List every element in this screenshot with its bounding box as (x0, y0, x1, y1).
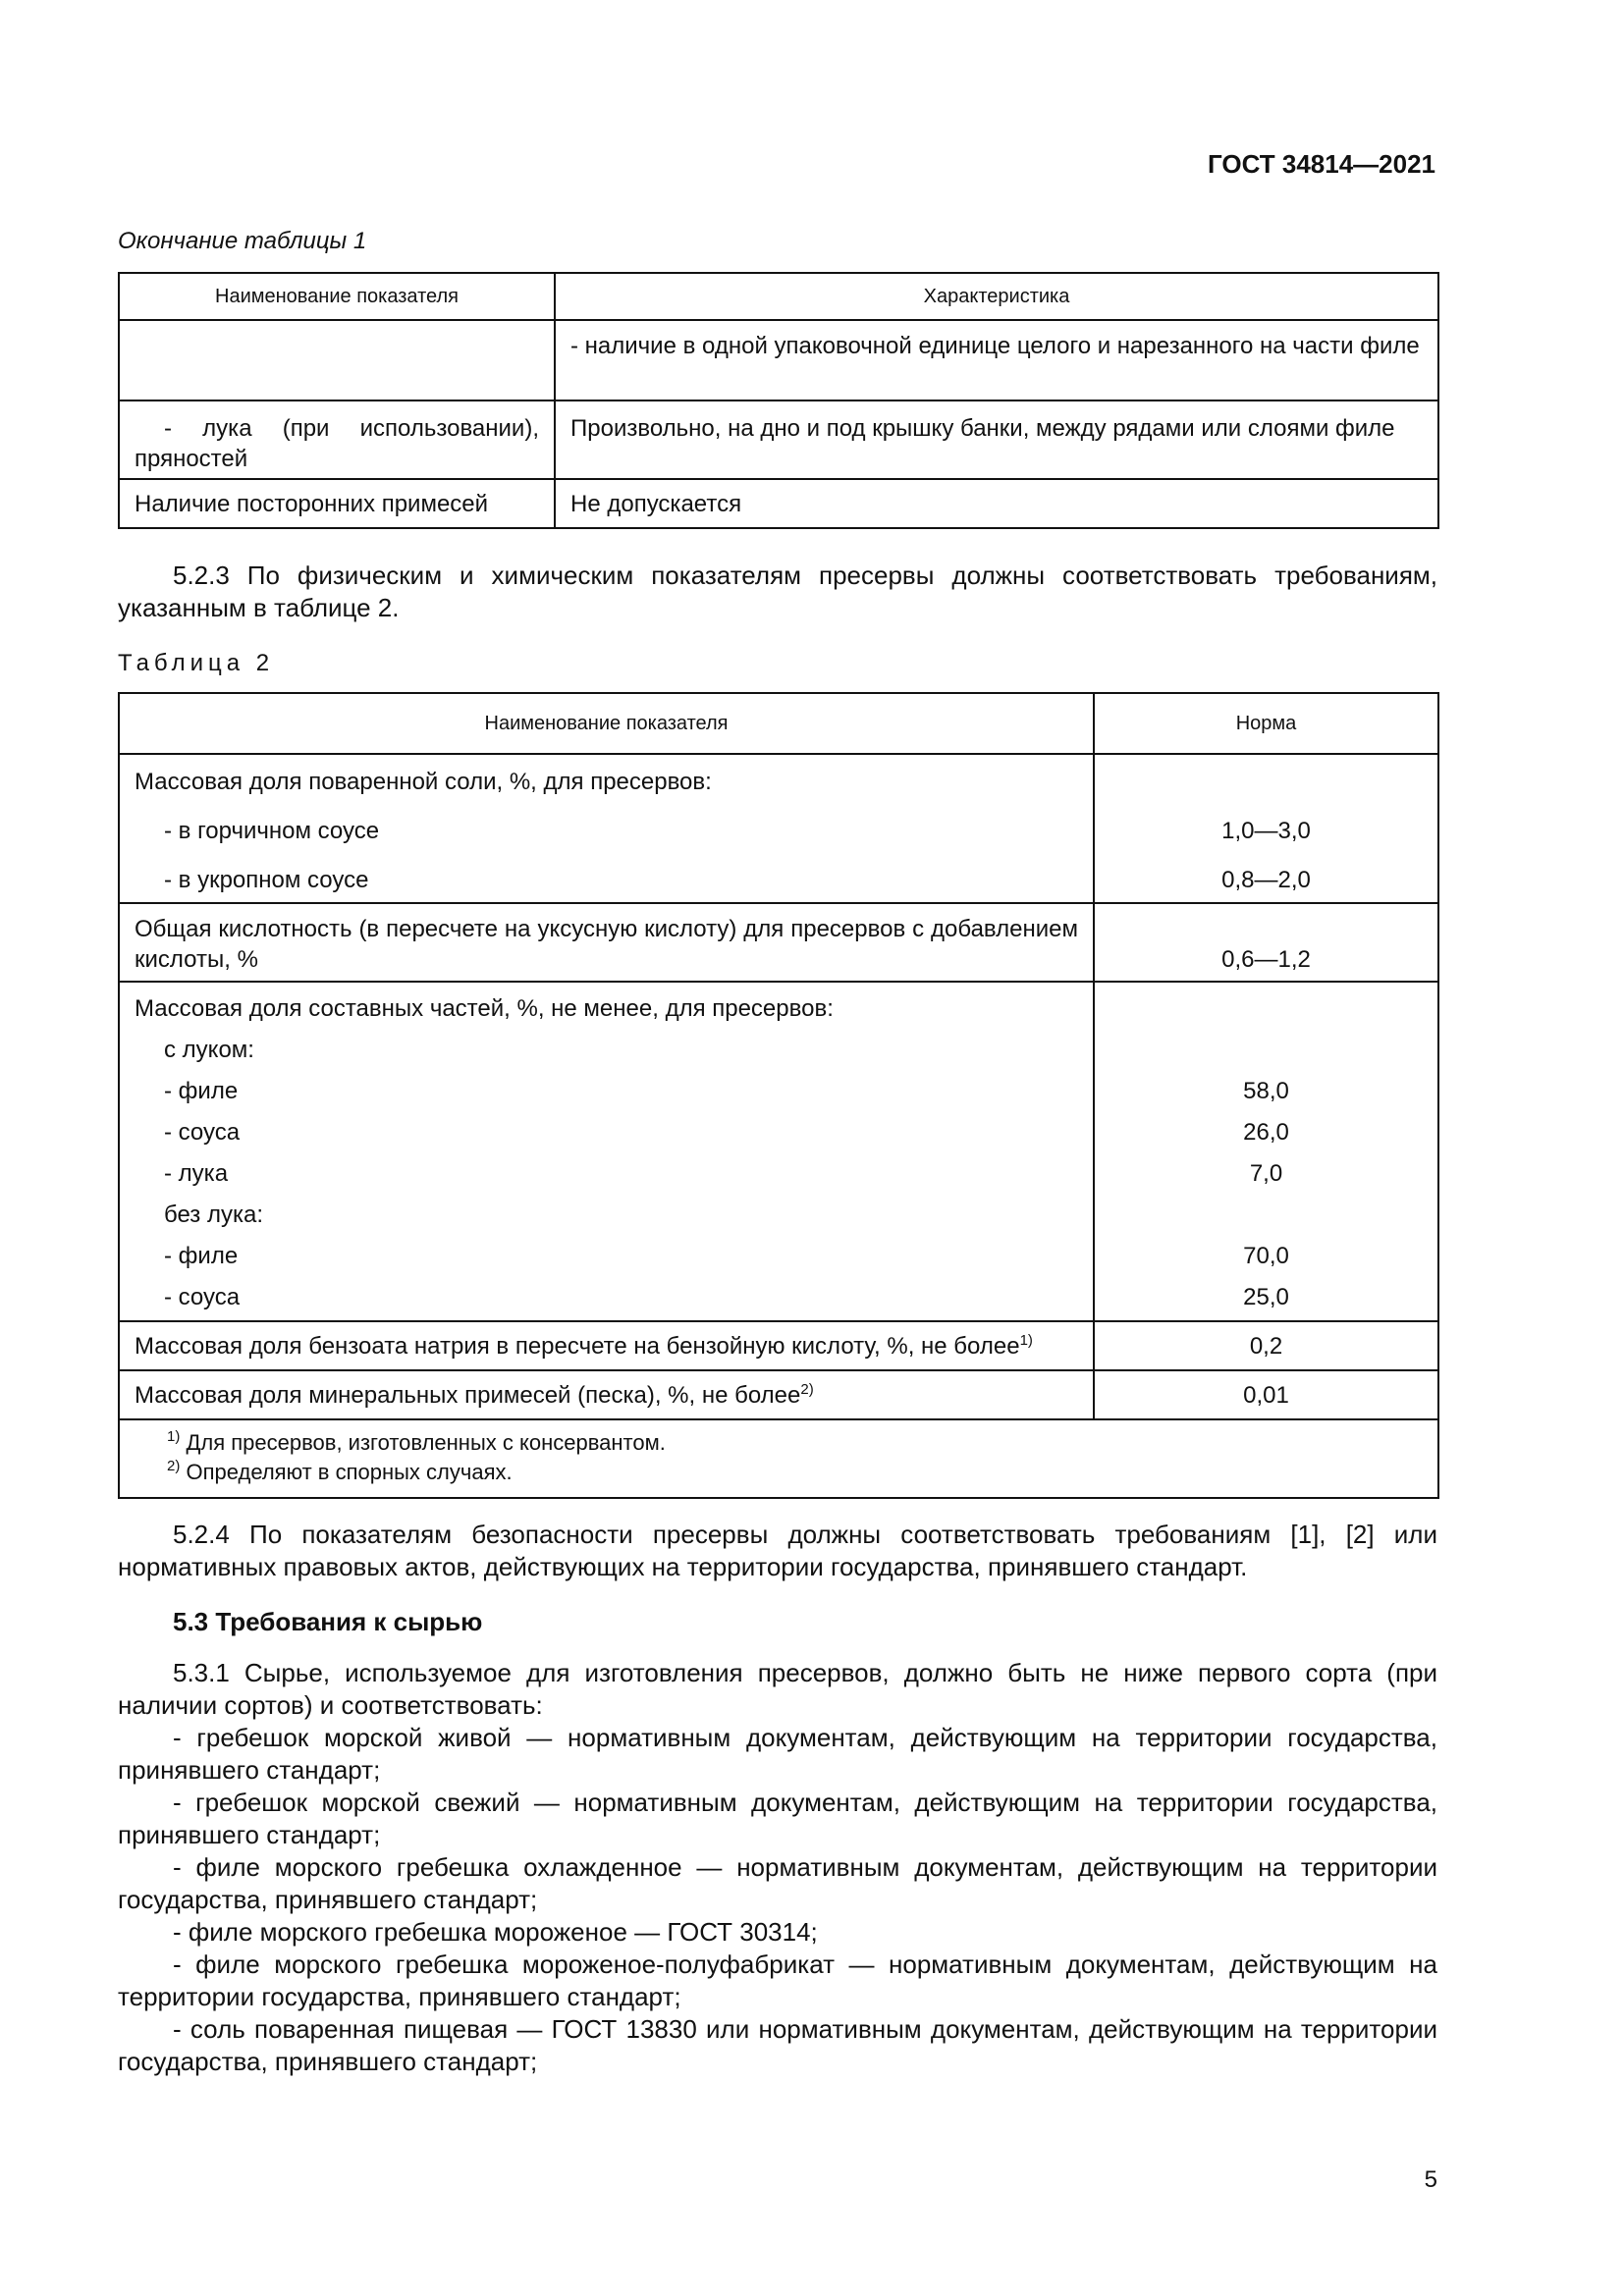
footnote-text: Определяют в спорных случаях. (186, 1460, 513, 1484)
table2 (118, 692, 1439, 1499)
footnote (167, 1458, 1423, 1487)
footnote (167, 1428, 1423, 1458)
page-number: 5 (1424, 2166, 1437, 2193)
table2-parts-item: - лука (164, 1160, 229, 1187)
table2-parts-value: 7,0 (1249, 1160, 1283, 1187)
table1-header-row (119, 273, 1438, 320)
table2-acidity-name: Общая кислотность (в пересчете на уксусную кислоту) для пресервов с добавлением кислоты, % (119, 903, 1094, 982)
list-item: - гребешок морской свежий — нормативным документам, действующим на территории государства, принявшего стандарт; (118, 1788, 1437, 1849)
table2-parts-value: 58,0 (1243, 1078, 1289, 1104)
table2-parts-values (1094, 982, 1438, 1321)
table1-cell-value: - наличие в одной упаковочной единице целого и нарезанного на части филе (555, 320, 1438, 400)
table2-salt-item: - в горчичном соусе (164, 818, 380, 844)
table2-benzoate-text: Массовая доля бензоата натрия в пересчете на бензойную кислоту, %, не более (135, 1332, 1020, 1360)
list-item: - филе морского гребешка мороженое-полуфабрикат — нормативным документам, действующим на территории государства, принявшего стандарт; (118, 1949, 1437, 2011)
footnote-mark: 2) (800, 1380, 814, 1398)
list-item: - соль поваренная пищевая — ГОСТ 13830 или нормативным документам, действующим на территории государства, принявшего стандарт; (118, 2014, 1437, 2076)
table2-salt-item: - в укропном соусе (164, 867, 369, 893)
section-heading-5-3: 5.3 Требования к сырью (173, 1607, 483, 1636)
table1-header-value: Характеристика (555, 273, 1438, 320)
table2-parts-item: - соуса (164, 1284, 241, 1310)
table2-header-name: Наименование показателя (119, 693, 1094, 754)
footnote-mark: 1) (1019, 1331, 1033, 1349)
paragraph-5-2-3: 5.2.3 По физическим и химическим показателям пресервы должны соответствовать требованиям, указанным в таблице 2. (118, 561, 1437, 622)
table2-caption: Таблица 2 (118, 650, 275, 676)
document-id: ГОСТ 34814—2021 (1208, 149, 1435, 179)
table2-header-value: Норма (1094, 693, 1438, 754)
table2-benzoate-value: 0,2 (1094, 1321, 1438, 1370)
table2-without-onion-label: без лука: (164, 1201, 264, 1228)
table-row (119, 903, 1438, 982)
table-row (119, 1370, 1438, 1419)
table2-salt-value: 0,8—2,0 (1221, 867, 1311, 893)
table2-footnotes-row (119, 1419, 1438, 1498)
table2-parts-value: 70,0 (1243, 1243, 1289, 1269)
table1-caption: Окончание таблицы 1 (118, 228, 367, 254)
footnote-text: Для пресервов, изготовленных с консервантом. (186, 1430, 666, 1455)
footnote-mark: 2) (167, 1458, 181, 1474)
requirements-list (118, 1722, 1437, 2078)
table2-parts-value: 26,0 (1243, 1119, 1289, 1146)
table-row (119, 479, 1438, 528)
table2-mineral-value: 0,01 (1094, 1370, 1438, 1419)
table2-parts-item: - соуса (164, 1119, 241, 1146)
paragraph-5-2-4: 5.2.4 По показателям безопасности пресервы должны соответствовать требованиям [1], [2] или нормативных правовых актов, действующих на территории государства, принявшего стандарт. (118, 1520, 1437, 1581)
list-item: - филе морского гребешка мороженое — ГОСТ 30314; (173, 1917, 818, 1947)
table2-footnotes (119, 1419, 1438, 1498)
table2-parts-title: Массовая доля составных частей, %, не менее, для пресервов: (135, 995, 834, 1022)
table2-with-onion-label: с луком: (164, 1037, 254, 1063)
table-row (119, 754, 1438, 903)
table2-parts-item: - филе (164, 1243, 239, 1269)
table1 (118, 272, 1439, 529)
table1-header-name: Наименование показателя (119, 273, 555, 320)
table2-salt-title: Массовая доля поваренной соли, %, для пресервов: (135, 769, 712, 795)
table-row (119, 982, 1438, 1321)
table1-cell-name: Наличие посторонних примесей (119, 479, 555, 528)
table2-salt-names (119, 754, 1094, 903)
footnote-mark: 1) (167, 1428, 181, 1445)
table2-benzoate-name (119, 1321, 1094, 1370)
table-row (119, 400, 1438, 479)
table2-header-row (119, 693, 1438, 754)
table-row (119, 320, 1438, 400)
table2-parts-value: 25,0 (1243, 1284, 1289, 1310)
list-item: - гребешок морской живой — нормативным документам, действующим на территории государства, принявшего стандарт; (118, 1723, 1437, 1785)
table2-salt-values (1094, 754, 1438, 903)
paragraph-5-3-1: 5.3.1 Сырье, используемое для изготовления пресервов, должно быть не ниже первого сорта (при наличии сортов) и соответствовать: (118, 1658, 1437, 1720)
table2-parts-names (119, 982, 1094, 1321)
table-row (119, 1321, 1438, 1370)
table2-acidity-value: 0,6—1,2 (1094, 903, 1438, 982)
table1-cell-name (119, 320, 555, 400)
table1-cell-value: Произвольно, на дно и под крышку банки, между рядами или слоями филе (555, 400, 1438, 479)
table1-cell-value: Не допускается (555, 479, 1438, 528)
table2-salt-value: 1,0—3,0 (1221, 818, 1311, 844)
table2-mineral-name (119, 1370, 1094, 1419)
table2-mineral-text: Массовая доля минеральных примесей (песка), %, не более (135, 1381, 801, 1409)
list-item: - филе морского гребешка охлажденное — нормативным документам, действующим на территории государства, принявшего стандарт; (118, 1852, 1437, 1914)
table1-cell-name: - лука (при использовании), пряностей (119, 400, 555, 479)
table2-parts-item: - филе (164, 1078, 239, 1104)
